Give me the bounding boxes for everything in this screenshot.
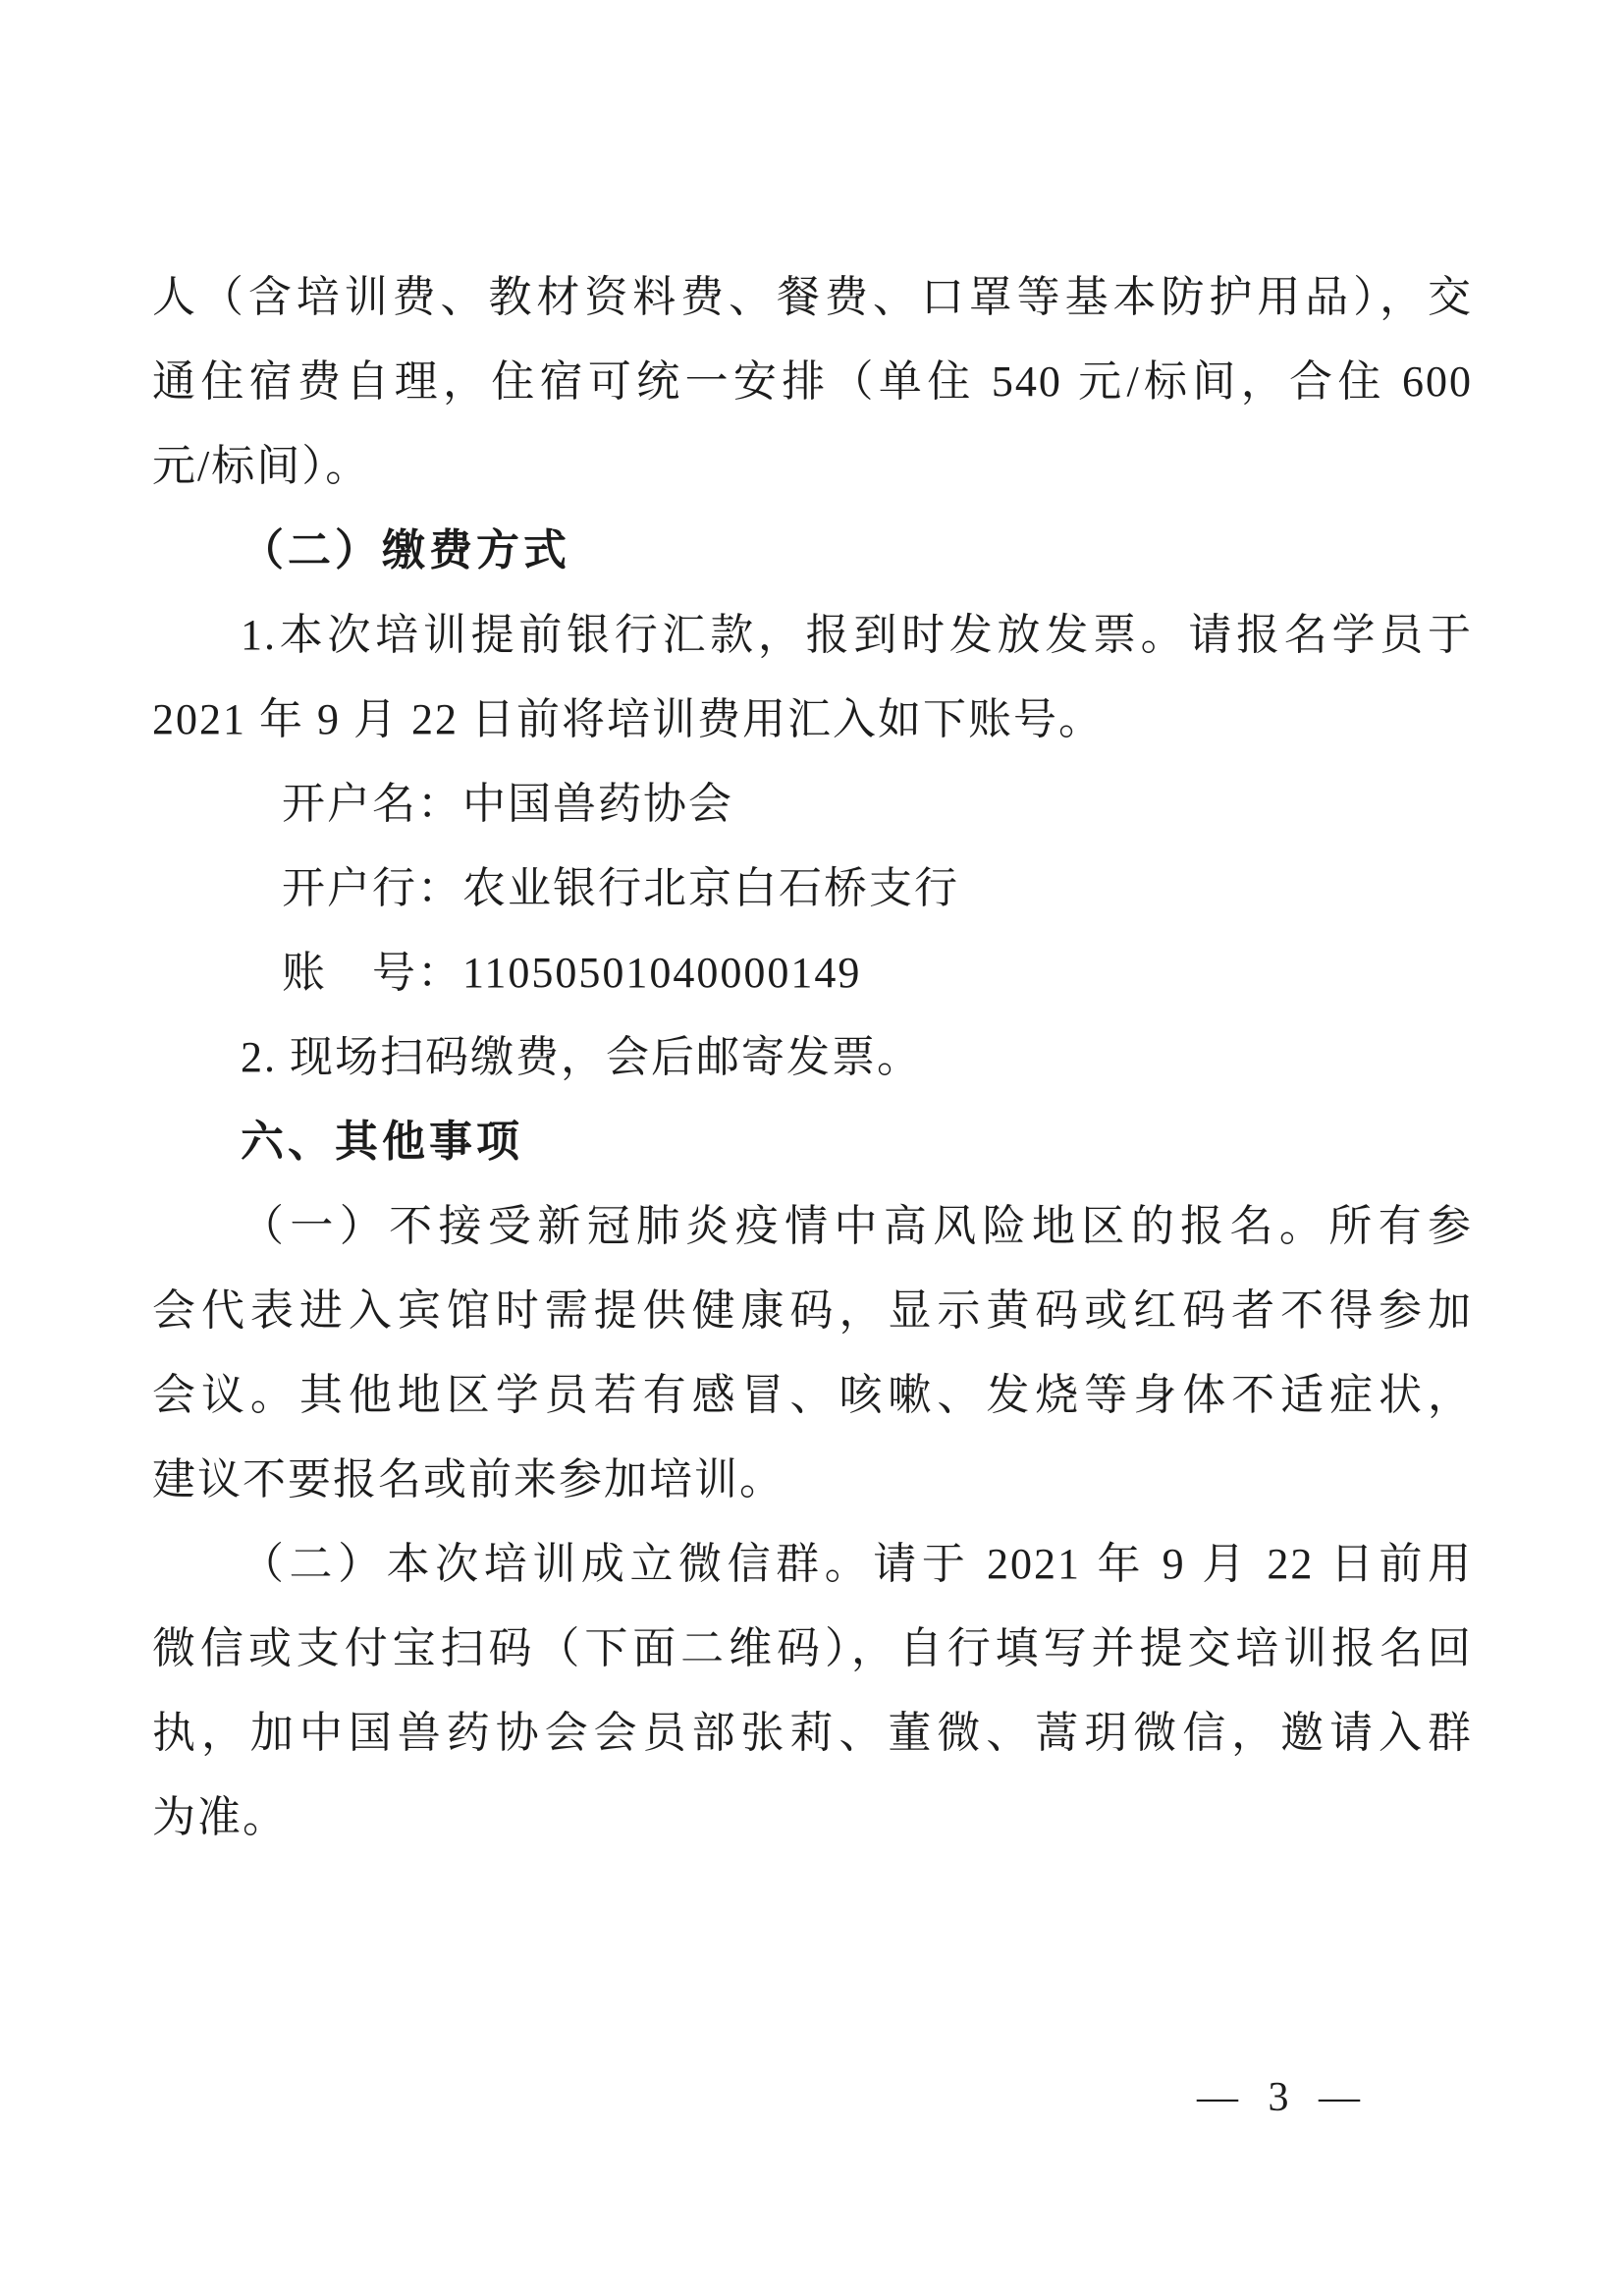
other-item2-line: 为准。 [152, 1793, 288, 1841]
other-item1-line: （一）不接受新冠肺炎疫情中高风险地区的报名。所有参 [241, 1202, 1473, 1250]
fee-paragraph-line: 人（含培训费、教材资料费、餐费、口罩等基本防护用品），交 [152, 273, 1473, 321]
fee-paragraph-line: 通住宿费自理，住宿可统一安排（单住 540 元/标间，合住 600 [152, 357, 1473, 406]
onsite-payment-line: 2. 现场扫码缴费，会后邮寄发票。 [241, 1033, 922, 1081]
account-number-line: 账 号：11050501040000149 [282, 949, 862, 997]
document-body [152, 255, 1473, 1860]
bank-transfer-line: 1.本次培训提前银行汇款，报到时发放发票。请报名学员于 [241, 611, 1473, 659]
page-number: — 3 — [1197, 2075, 1370, 2120]
account-bank-line: 开户行：农业银行北京白石桥支行 [282, 864, 959, 912]
other-item2-line: 执，加中国兽药协会会员部张莉、董微、蒿玥微信，邀请入群 [152, 1709, 1473, 1757]
other-item1-line: 会议。其他地区学员若有感冒、咳嗽、发烧等身体不适症状， [152, 1371, 1473, 1419]
other-item2-line: 微信或支付宝扫码（下面二维码），自行填写并提交培训报名回 [152, 1624, 1473, 1672]
other-item1-line: 建议不要报名或前来参加培训。 [152, 1455, 784, 1503]
other-item1-line: 会代表进入宾馆时需提供健康码，显示黄码或红码者不得参加 [152, 1286, 1473, 1335]
bank-transfer-line: 2021 年 9 月 22 日前将培训费用汇入如下账号。 [152, 695, 1104, 743]
fee-paragraph-line: 元/标间）。 [152, 442, 371, 490]
other-matters-heading: 六、其他事项 [241, 1118, 523, 1166]
other-item2-line: （二）本次培训成立微信群。请于 2021 年 9 月 22 日前用 [241, 1540, 1473, 1588]
account-name-line: 开户名：中国兽药协会 [282, 780, 733, 828]
payment-method-heading: （二）缴费方式 [241, 526, 570, 574]
